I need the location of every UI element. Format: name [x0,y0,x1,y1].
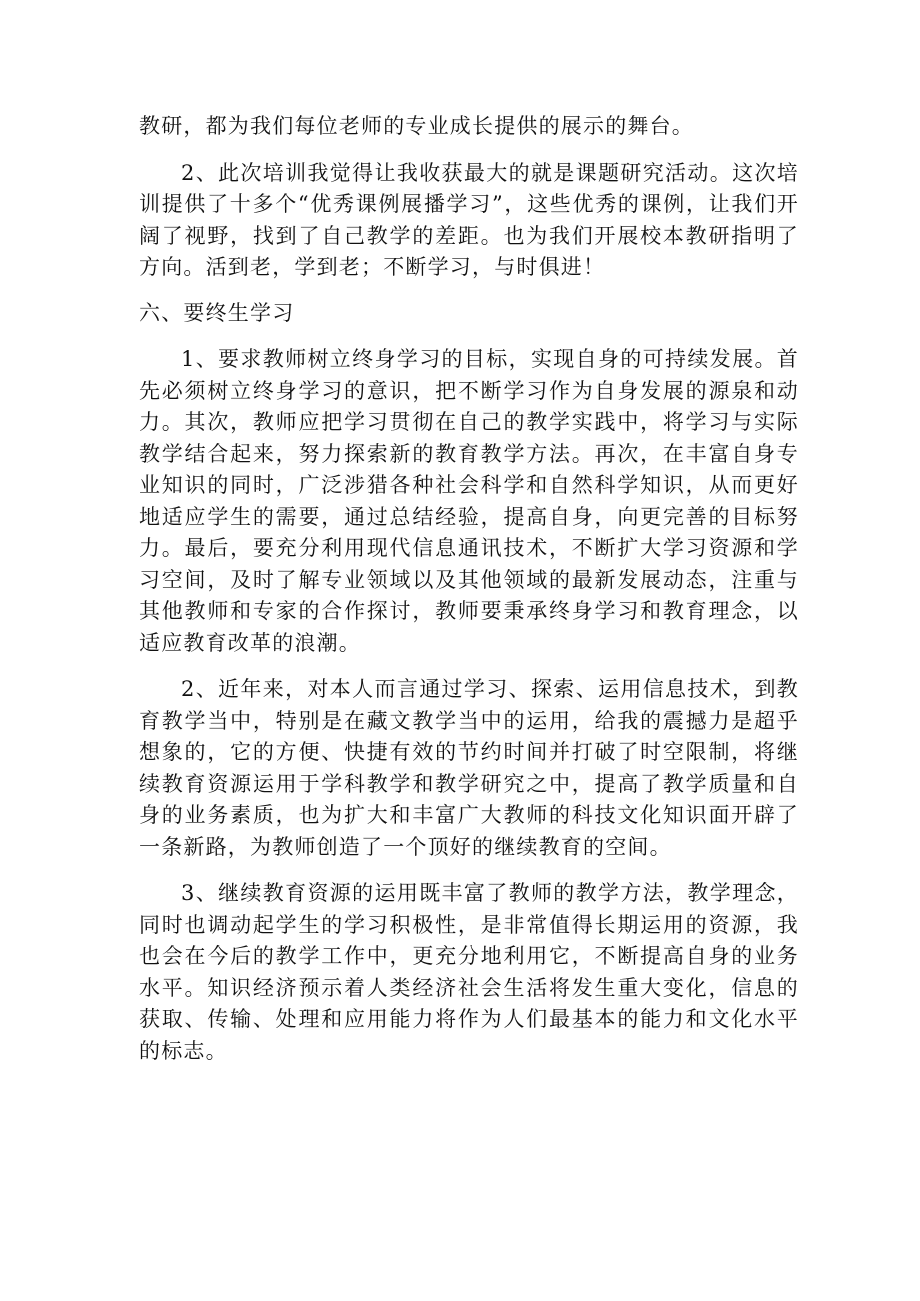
paragraph-2: 2、此次培训我觉得让我收获最大的就是课题研究活动。这次培训提供了十多个“优秀课例展播学习”，这些优秀的课例，让我们开阔了视野，找到了自己教学的差距。也为我们开展校本教研指明了方向。活到老，学到老；不断学习，与时俱进！ [139,160,799,279]
section-paragraph-2: 2、近年来，对本人而言通过学习、探索、运用信息技术，到教育教学当中，特别是在藏文教学当中的运用，给我的震撼力是超乎想象的，它的方便、快捷有效的节约时间并打破了时空限制，将继续教育资源运用于学科教学和教学研究之中，提高了教学质量和自身的业务素质，也为扩大和丰富广大教师的科技文化知识面开辟了一条新路，为教师创造了一个顶好的继续教育的空间。 [139,677,799,859]
paragraph-spacer [139,659,799,674]
section-heading: 六、要终生学习 [139,300,295,325]
paragraph-continuation: 教研，都为我们每位老师的专业成长提供的展示的舞台。 [139,114,694,138]
paragraph-spacer [139,143,799,158]
section-paragraph-3: 3、继续教育资源的运用既丰富了教师的教学方法，教学理念，同时也调动起学生的学习积极性，是非常值得长期运用的资源，我也会在今后的教学工作中，更充分地利用它，不断提高自身的业务水平。知识经济预示着人类经济社会生活将发生重大变化，信息的获取、传输、处理和应用能力将作为人们最基本的能力和文化水平的标志。 [139,881,799,1063]
document-body [139,111,799,1067]
paragraph-spacer [139,284,799,298]
paragraph-spacer [139,329,799,344]
paragraph-spacer [139,863,799,878]
section-paragraph-1: 1、要求教师树立终身学习的目标，实现自身的可持续发展。首先必须树立终身学习的意识，把不断学习作为自身发展的源泉和动力。其次，教师应把学习贯彻在自己的教学实践中，将学习与实际教学结合起来，努力探索新的教育教学方法。再次，在丰富自身专业知识的同时，广泛涉猎各种社会科学和自然科学知识，从而更好地适应学生的需要，通过总结经验，提高自身，向更完善的目标努力。最后，要充分利用现代信息通讯技术，不断扩大学习资源和学习空间，及时了解专业领域以及其他领域的最新发展动态，注重与其他教师和专家的合作探讨，教师要秉承终身学习和教育理念，以适应教育改革的浪潮。 [139,347,799,655]
